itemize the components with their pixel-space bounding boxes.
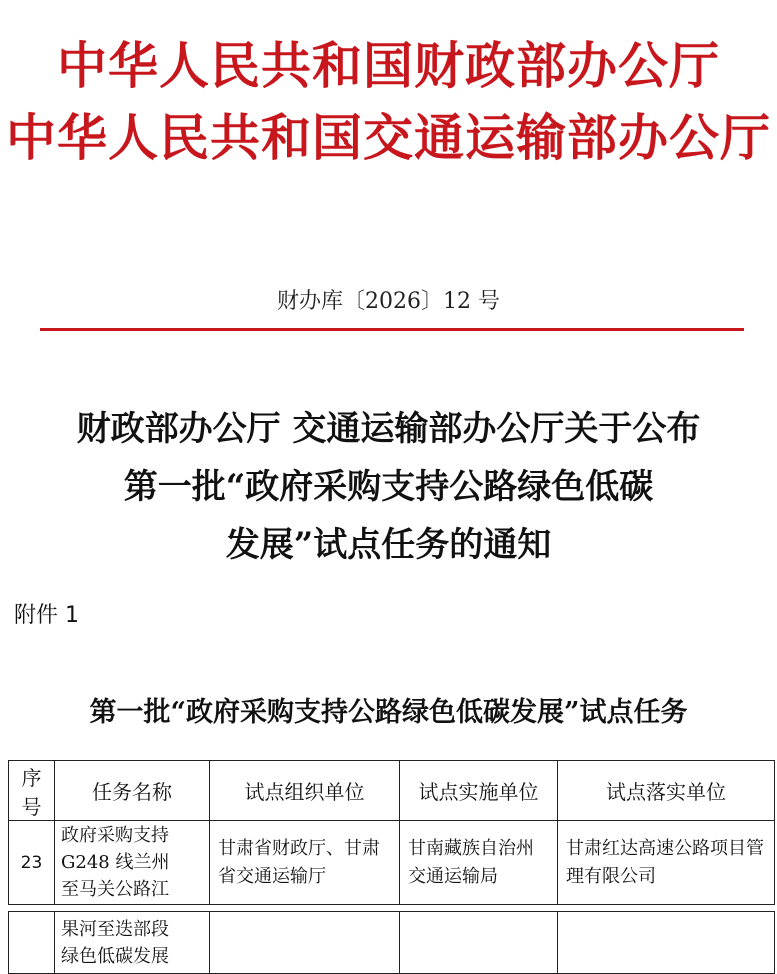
task-name-line-2: G248 线兰州: [61, 852, 170, 873]
document-title-line-2: 第一批“政府采购支持公路绿色低碳: [123, 467, 654, 507]
header-no-line-2: 号: [21, 794, 42, 819]
attachment-label: 附件 1: [14, 603, 79, 628]
header-no-line-1: 序: [21, 765, 42, 790]
task-name-line-3: 至马关公路江: [61, 879, 169, 900]
header-organizer: 试点组织单位: [210, 761, 400, 821]
pilot-task-table: [8, 760, 775, 974]
task-name-line-1: 政府采购支持: [61, 825, 169, 846]
document-title-line-3: 发展”试点任务的通知: [225, 525, 552, 565]
document-number: 财办库〔2026〕12 号: [277, 289, 500, 314]
table-header-row: [9, 761, 775, 821]
task-name-cont-line-1: 果河至迭部段: [61, 918, 169, 940]
document-title-line-1: 财政部办公厅 交通运输部办公厅关于公布: [76, 409, 701, 449]
implementer-cell-empty: [400, 912, 558, 974]
task-name-cont-line-2: 绿色低碳发展: [61, 945, 169, 967]
executor-cell-empty: [558, 912, 775, 974]
row-number: 23: [9, 821, 55, 905]
row-number-empty: [9, 912, 55, 974]
issuer-header-finance: 中华人民共和国财政部办公厅: [57, 36, 720, 95]
executor-cell: 甘肃红达高速公路项目管理有限公司: [558, 821, 775, 905]
organizer-cell-empty: [210, 912, 400, 974]
implementer-cell: 甘南藏族自治州交通运输局: [400, 821, 558, 905]
table-row: [9, 821, 775, 905]
header-executor: 试点落实单位: [558, 761, 775, 821]
header-task-name: 任务名称: [55, 761, 210, 821]
task-name-cell: [55, 821, 210, 905]
page-break-gap: [9, 905, 775, 912]
header-implementer: 试点实施单位: [400, 761, 558, 821]
issuer-header-transport: 中华人民共和国交通运输部办公厅: [6, 108, 771, 167]
red-divider: [40, 328, 744, 331]
header-no: [9, 761, 55, 821]
organizer-cell: 甘肃省财政厅、甘肃省交通运输厅: [210, 821, 400, 905]
table-row-continuation: [9, 912, 775, 974]
table-title: 第一批“政府采购支持公路绿色低碳发展”试点任务: [89, 697, 688, 728]
task-name-continuation: [55, 912, 210, 974]
